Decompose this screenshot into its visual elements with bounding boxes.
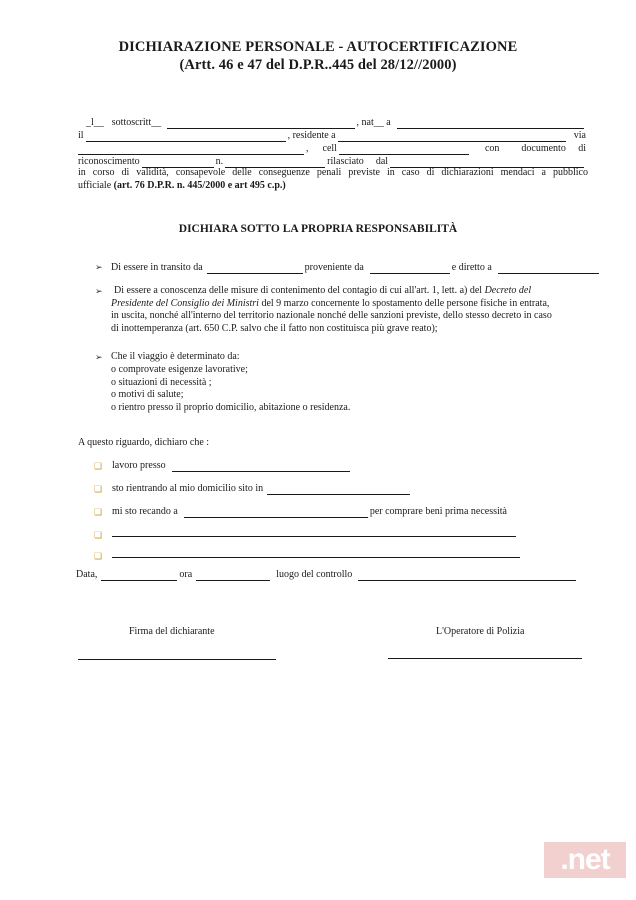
time-field[interactable]	[196, 571, 270, 581]
provenance-field[interactable]	[370, 264, 450, 274]
arrow-bullet-icon: ➢	[95, 286, 103, 296]
other-reason-line[interactable]	[112, 556, 520, 558]
officer-signature-line[interactable]	[388, 657, 582, 659]
birthplace-field[interactable]	[397, 119, 584, 129]
nat-label: , nat__ a	[356, 117, 391, 128]
measures-line-1-text: Di essere a conoscenza delle misure di contenimento del contagio di cui all'art. 1, lett. a) del	[114, 285, 485, 296]
via-label: via	[573, 130, 586, 141]
date-place-row	[76, 568, 578, 581]
measures-line-2-text: del 9 marzo concernente lo spostamento delle persone fisiche in entrata,	[258, 297, 550, 309]
measures-line-3: in uscita, nonché all'interno del territorio nazionale nonché delle sanzioni previste, dello stesso decreto in caso	[111, 310, 552, 322]
prefix-label: _l__	[86, 117, 104, 128]
page-subtitle: (Artt. 46 e 47 del D.P.R..445 del 28/12//2000)	[179, 57, 457, 73]
operatore-label: L'Operatore di Polizia	[436, 626, 525, 637]
dal-label: dal	[375, 156, 389, 167]
destination-field[interactable]	[498, 264, 599, 274]
rientro-label: sto rientrando al mio domicilio sito in	[112, 483, 264, 494]
date-field[interactable]	[101, 571, 177, 581]
arrow-bullet-icon: ➢	[95, 352, 103, 362]
lavoro-label: lavoro presso	[112, 460, 166, 471]
control-place-field[interactable]	[358, 571, 576, 581]
measures-line-2	[111, 298, 591, 311]
measures-line-1	[111, 285, 591, 298]
rilasciato-label: rilasciato	[327, 156, 364, 167]
awareness-line-2-text: ufficiale	[78, 179, 114, 191]
domicile-field[interactable]	[267, 485, 410, 495]
checkbox-bullet-icon[interactable]: ❏	[94, 507, 103, 517]
awareness-line-1: in corso di validità, consapevole delle conseguenze penali previste in caso di dichiarazioni mendaci a pubblico	[78, 167, 588, 178]
other-reason-line[interactable]	[112, 535, 516, 537]
riconoscimento-label: riconoscimento	[78, 156, 140, 167]
sottoscritt-label: sottoscritt__	[111, 117, 162, 128]
page-title: DICHIARAZIONE PERSONALE - AUTOCERTIFICAZIONE	[118, 39, 518, 55]
awareness-text	[78, 167, 588, 192]
travel-option[interactable]: o comprovate esigenze lavorative;	[111, 363, 248, 375]
recando-purpose-label: per comprare beni prima necessità	[369, 506, 507, 517]
checkbox-bullet-icon[interactable]: ❏	[94, 484, 103, 494]
site-watermark: .net	[544, 842, 626, 878]
decree-title-b: Presidente del Consiglio dei Ministri	[111, 297, 259, 309]
measures-line-4: di inottemperanza (art. 650 C.P. salvo che il fatto non costituisca più grave reato);	[111, 322, 438, 334]
travel-option[interactable]: o rientro presso il proprio domicilio, abitazione o residenza.	[111, 402, 351, 414]
declarant-signature-line[interactable]	[78, 658, 276, 660]
lavoro-row	[112, 459, 352, 472]
riguardo-intro: A questo riguardo, dichiaro che :	[78, 437, 210, 448]
di-label: di	[578, 143, 586, 154]
identity-row-1	[78, 116, 586, 129]
transit-row	[111, 261, 601, 274]
transit-label: Di essere in transito da	[111, 262, 203, 273]
checkbox-bullet-icon[interactable]: ❏	[94, 530, 103, 540]
checkbox-bullet-icon[interactable]: ❏	[94, 461, 103, 471]
name-field[interactable]	[167, 119, 354, 129]
documento-label: documento	[521, 143, 566, 154]
birthdate-field[interactable]	[86, 132, 286, 142]
cell-field[interactable]	[339, 145, 469, 155]
identity-row-3	[78, 142, 586, 155]
comma-label: ,	[306, 143, 309, 154]
travel-reason-intro: Che il viaggio è determinato da:	[111, 351, 240, 362]
con-label: con	[484, 143, 500, 154]
destination-label: e diretto a	[451, 262, 492, 273]
travel-reason-block	[111, 351, 531, 415]
transit-from-field[interactable]	[207, 264, 303, 274]
awareness-line-2	[78, 180, 588, 193]
awareness-measures-text	[111, 285, 591, 335]
il-label: il	[78, 130, 84, 141]
firma-label: Firma del dichiarante	[129, 626, 215, 637]
arrow-bullet-icon: ➢	[95, 262, 103, 272]
decree-title-a: Decreto del	[484, 285, 532, 296]
recando-label: mi sto recando a	[112, 506, 178, 517]
dichiara-heading: DICHIARA SOTTO LA PROPRIA RESPONSABILITÀ	[178, 223, 458, 235]
identity-row-2	[78, 129, 586, 142]
luogo-label: luogo del controllo	[276, 569, 353, 580]
ora-label: ora	[179, 569, 193, 580]
workplace-field[interactable]	[172, 462, 350, 472]
travel-option[interactable]: o situazioni di necessità ;	[111, 376, 212, 388]
rientro-row	[112, 482, 412, 495]
residence-field[interactable]	[338, 132, 566, 142]
cell-label: cell	[322, 143, 337, 154]
number-label: n.	[215, 156, 224, 167]
destination-shop-field[interactable]	[184, 508, 368, 518]
awareness-law-reference: (art. 76 D.P.R. n. 445/2000 e art 495 c.p.)	[113, 179, 286, 191]
travel-option[interactable]: o motivi di salute;	[111, 389, 184, 401]
street-field[interactable]	[78, 145, 304, 155]
checkbox-bullet-icon[interactable]: ❏	[94, 551, 103, 561]
residente-label: , residente a	[287, 130, 336, 141]
data-label: Data,	[76, 569, 98, 580]
provenance-label: proveniente da	[304, 262, 364, 273]
recando-row	[112, 505, 532, 518]
